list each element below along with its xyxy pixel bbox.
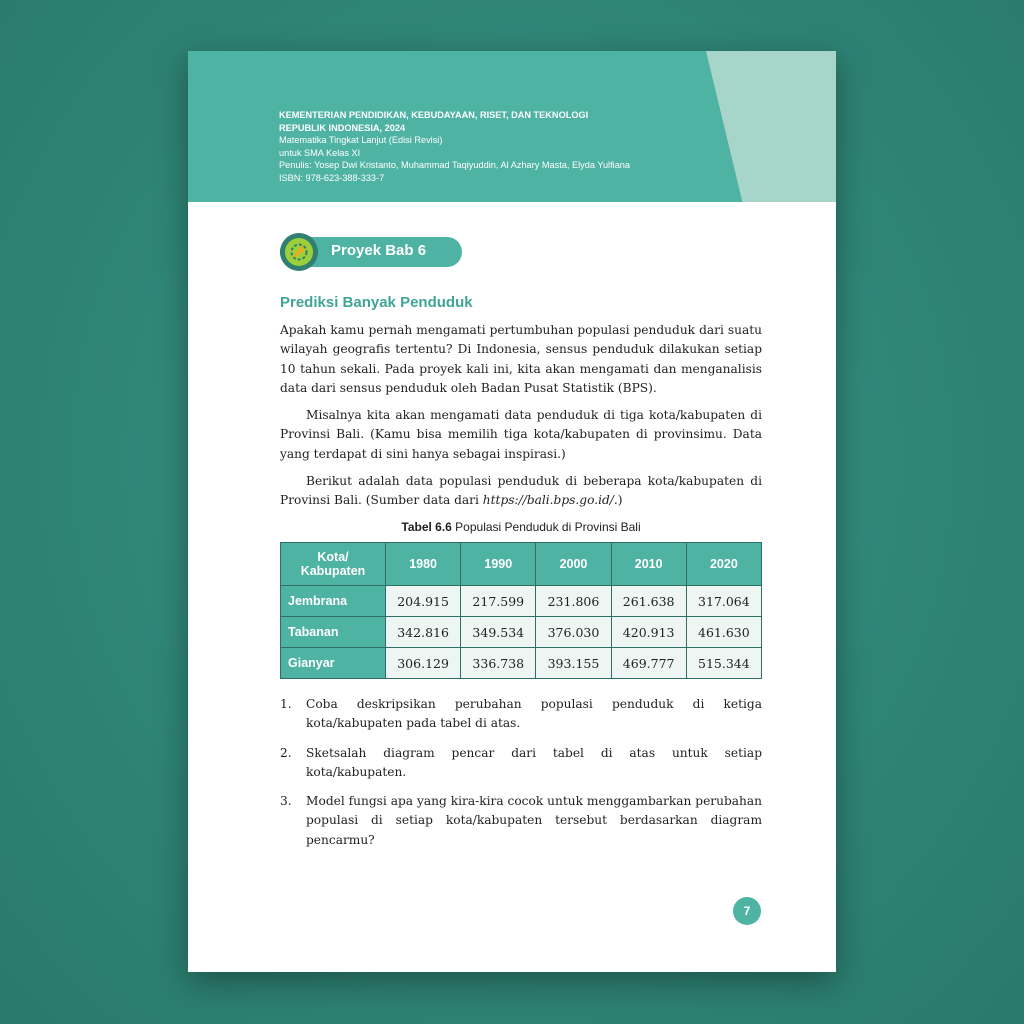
header-book-title: Matematika Tingkat Lanjut (Edisi Revisi) xyxy=(279,135,443,146)
table-cell: 217.599 xyxy=(461,586,536,617)
table-cell: 420.913 xyxy=(611,617,686,648)
header-year: 2000 xyxy=(536,543,611,586)
section-title: Prediksi Banyak Penduduk xyxy=(280,294,473,311)
source-link[interactable]: https://bali.bps.go.id/. xyxy=(482,493,618,508)
paragraph-3-end: ) xyxy=(617,493,623,508)
table-row xyxy=(281,586,762,617)
table-caption xyxy=(280,520,762,534)
paragraph-3-text: Berikut adalah data populasi penduduk di beberapa kota/kabupaten di Provinsi Bali. (Sumber data dari xyxy=(280,474,762,508)
table-cell: 393.155 xyxy=(536,648,611,679)
page-header xyxy=(188,51,836,202)
header-ministry: KEMENTERIAN PENDIDIKAN, KEBUDAYAAN, RISET, DAN TEKNOLOGI xyxy=(279,110,589,120)
list-number: 3. xyxy=(280,794,292,809)
list-text: Coba deskripsikan perubahan populasi penduduk di ketiga kota/kabupaten pada tabel di atas. xyxy=(306,697,762,731)
list-number: 1. xyxy=(280,697,292,711)
list-number: 2. xyxy=(280,745,292,760)
table-header-row xyxy=(281,543,762,586)
table-cell: 336.738 xyxy=(461,648,536,679)
header-text xyxy=(279,109,749,185)
header-grade: untuk SMA Kelas XI xyxy=(279,147,361,158)
header-year: 1980 xyxy=(386,543,461,586)
question-list xyxy=(280,695,762,860)
row-label: Jembrana xyxy=(281,586,386,617)
wrench-gear-icon xyxy=(280,233,318,271)
header-year: 1990 xyxy=(461,543,536,586)
list-text: Sketsalah diagram pencar dari tabel di atas untuk setiap kota/kabupaten. xyxy=(306,745,762,779)
table-cell: 261.638 xyxy=(611,586,686,617)
table-cell: 342.816 xyxy=(386,617,461,648)
book-page xyxy=(188,51,836,972)
table-cell: 469.777 xyxy=(611,648,686,679)
population-table xyxy=(280,542,762,679)
table-cell: 461.630 xyxy=(686,617,761,648)
page-number: 7 xyxy=(733,897,761,925)
row-label: Gianyar xyxy=(281,648,386,679)
table-cell: 376.030 xyxy=(536,617,611,648)
header-isbn: ISBN: 978-623-388-333-7 xyxy=(279,172,385,183)
table-row xyxy=(281,648,762,679)
table-caption-text: Populasi Penduduk di Provinsi Bali xyxy=(451,520,641,534)
table-row xyxy=(281,617,762,648)
paragraph-3 xyxy=(280,472,762,511)
table-cell: 515.344 xyxy=(686,648,761,679)
table-cell: 306.129 xyxy=(386,648,461,679)
header-authors: Penulis: Yosep Dwi Kristanto, Muhammad Taqiyuddin, Al Azhary Masta, Elyda Yulfiana xyxy=(279,160,631,171)
header-republic: REPUBLIK INDONESIA, 2024 xyxy=(279,122,406,133)
table-cell: 349.534 xyxy=(461,617,536,648)
list-item xyxy=(280,695,762,734)
header-year: 2020 xyxy=(686,543,761,586)
list-item xyxy=(280,744,762,783)
table-cell: 231.806 xyxy=(536,586,611,617)
paragraph-2: Misalnya kita akan mengamati data penduduk di tiga kota/kabupaten di Provinsi Bali. (Kamu bisa memilih tiga kota/kabupaten di provinsimu. Data yang terdapat di sini hanya sebagai inspirasi.) xyxy=(280,408,762,461)
list-item xyxy=(280,792,762,850)
header-year: 2010 xyxy=(611,543,686,586)
header-region-line2: Kabupaten xyxy=(300,564,366,578)
project-label: Proyek Bab 6 xyxy=(331,242,427,259)
table-cell: 204.915 xyxy=(386,586,461,617)
header-region-line1: Kota/ xyxy=(317,550,349,564)
table-caption-label: Tabel 6.6 xyxy=(401,520,452,534)
row-label: Tabanan xyxy=(281,617,386,648)
table-cell: 317.064 xyxy=(686,586,761,617)
list-text: Model fungsi apa yang kira-kira cocok untuk menggambarkan perubahan populasi di setiap kota/kabupaten tersebut berdasarkan diagram pencarmu? xyxy=(306,794,762,847)
paragraph-1: Apakah kamu pernah mengamati pertumbuhan populasi penduduk dari suatu wilayah geografis tertentu? Di Indonesia, sensus penduduk dilakukan setiap 10 tahun sekali. Pada proyek kali ini, kita akan mengamati dan menganalisis data dari sensus penduduk oleh Badan Pusat Statistik (BPS). xyxy=(280,323,762,395)
header-region xyxy=(281,543,386,586)
